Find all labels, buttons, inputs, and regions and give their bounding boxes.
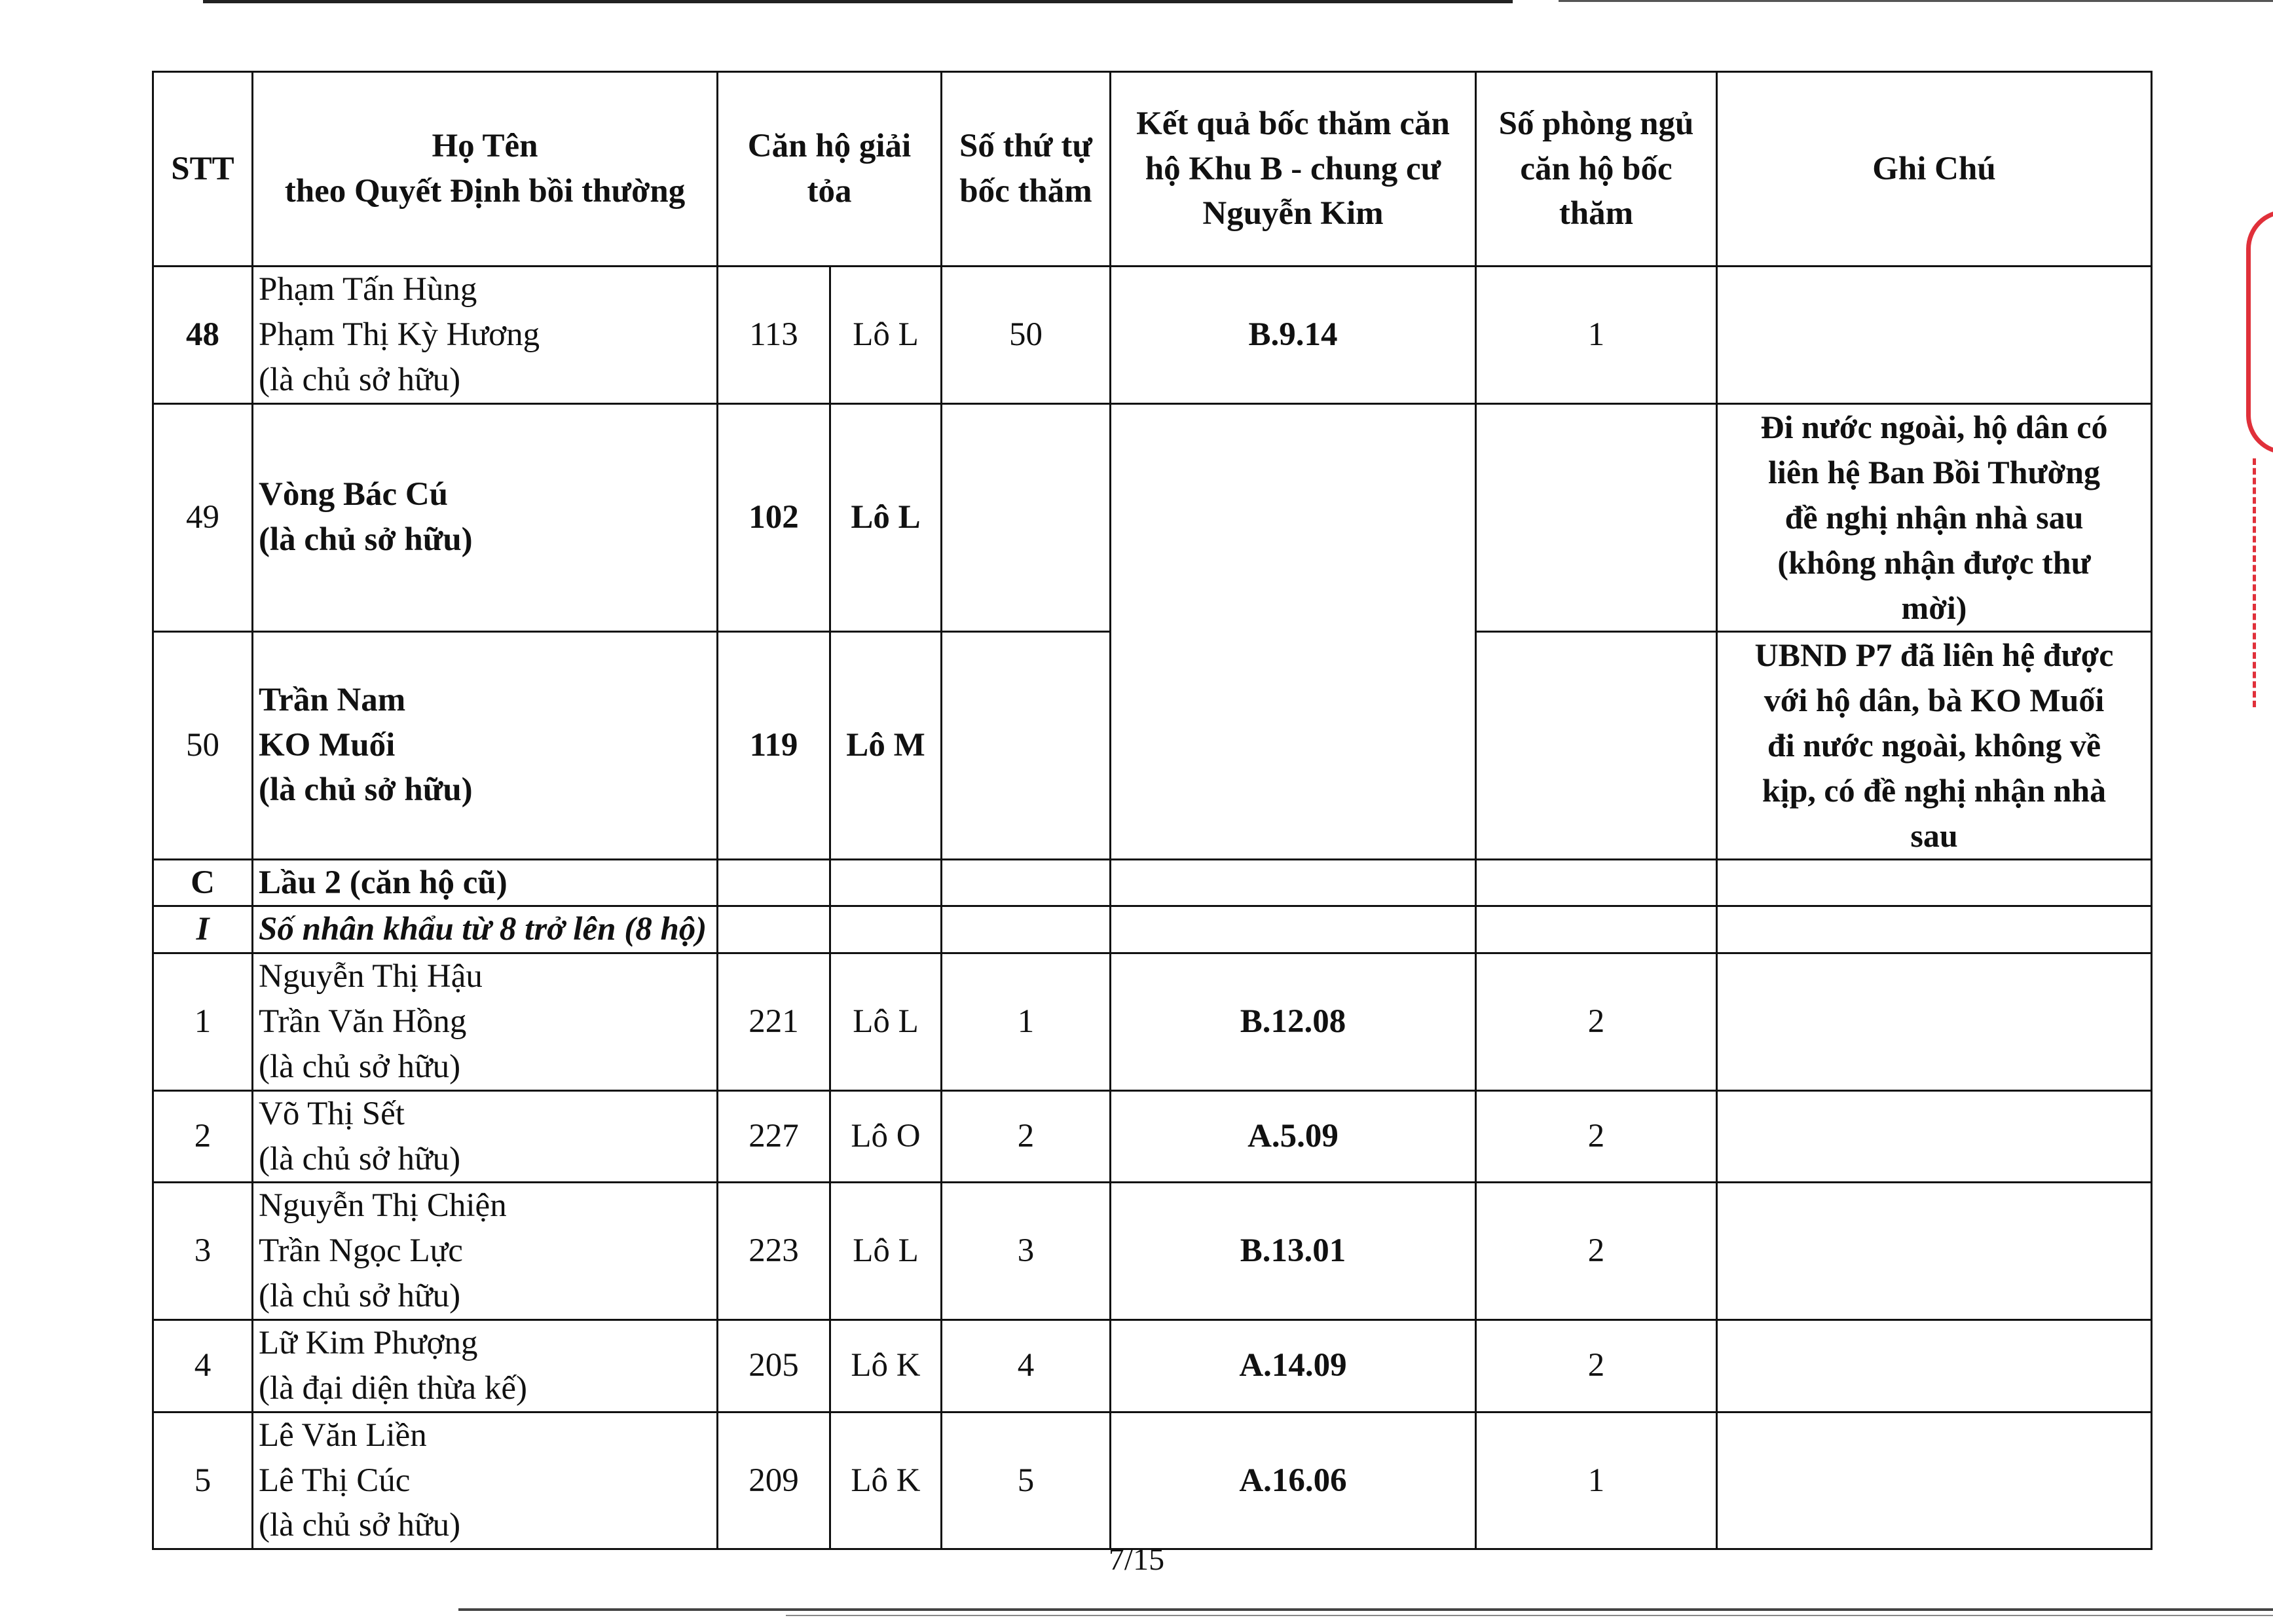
row-name: (là chủ sở hữu)	[259, 1140, 461, 1177]
row-lot: Lô K	[830, 1320, 942, 1412]
section-row	[153, 906, 2152, 953]
row-draw: 5	[942, 1412, 1111, 1549]
row-rooms: 2	[1476, 953, 1717, 1091]
header-result-line3: Nguyễn Kim	[1202, 195, 1384, 232]
header-rooms-line3: thăm	[1559, 195, 1634, 232]
row-draw: 50	[942, 267, 1111, 404]
table-row	[153, 1183, 2152, 1320]
red-seal-marks	[2253, 458, 2273, 707]
header-row	[153, 72, 2152, 267]
row-apt: 221	[718, 953, 830, 1091]
note-line: đi nước ngoài, không về	[1767, 726, 2101, 764]
note-line: với hộ dân, bà KO Muối	[1764, 681, 2105, 718]
header-draw-line1: Số thứ tự	[959, 128, 1092, 165]
row-name: (là chủ sở hữu)	[259, 521, 473, 559]
row-result: B.13.01	[1111, 1183, 1476, 1320]
row-name: (là chủ sở hữu)	[259, 361, 461, 398]
row-apt: 119	[718, 631, 830, 859]
red-seal-partial	[2246, 210, 2273, 454]
row-note	[1717, 1183, 2152, 1320]
row-lot: Lô L	[830, 267, 942, 404]
row-names	[253, 953, 718, 1091]
row-apt: 227	[718, 1090, 830, 1183]
row-name: (là chủ sở hữu)	[259, 1507, 461, 1544]
empty-cell	[718, 859, 830, 906]
row-apt: 223	[718, 1183, 830, 1320]
row-stt: 50	[153, 631, 253, 859]
table-row	[153, 953, 2152, 1091]
note-line: UBND P7 đã liên hệ được	[1754, 636, 2114, 673]
note-line: sau	[1910, 817, 1958, 854]
empty-cell	[1111, 906, 1476, 953]
scan-top-edge	[203, 0, 1513, 3]
row-names	[253, 1412, 718, 1549]
row-name: KO Muối	[259, 726, 396, 764]
empty-cell	[830, 906, 942, 953]
row-name: (là chủ sở hữu)	[259, 1278, 461, 1315]
row-result-merged	[1111, 403, 1476, 859]
scan-bottom-edge-2	[786, 1615, 2273, 1616]
row-draw: 2	[942, 1090, 1111, 1183]
row-note	[1717, 1412, 2152, 1549]
row-note	[1717, 953, 2152, 1091]
table-row	[153, 1412, 2152, 1549]
row-result: B.12.08	[1111, 953, 1476, 1091]
row-apt: 102	[718, 403, 830, 631]
row-draw	[942, 631, 1111, 859]
header-name-line1: Họ Tên	[432, 128, 538, 165]
row-name: Nguyễn Thị Chiện	[259, 1187, 507, 1225]
empty-cell	[1476, 906, 1717, 953]
row-apt: 205	[718, 1320, 830, 1412]
row-name: Lê Thị Cúc	[259, 1462, 411, 1499]
page-number: 7/15	[1108, 1542, 1165, 1577]
section-code: C	[153, 859, 253, 906]
lottery-results-table	[152, 71, 2153, 1550]
row-rooms: 2	[1476, 1183, 1717, 1320]
row-names	[253, 1090, 718, 1183]
header-result-line1: Kết quả bốc thăm căn	[1136, 105, 1450, 142]
row-name: Nguyễn Thị Hậu	[259, 958, 483, 995]
header-result	[1111, 72, 1476, 267]
header-name	[253, 72, 718, 267]
header-draw-line2: bốc thăm	[959, 173, 1092, 210]
row-rooms: 2	[1476, 1320, 1717, 1412]
row-names	[253, 1183, 718, 1320]
row-apt: 113	[718, 267, 830, 404]
row-result: B.9.14	[1111, 267, 1476, 404]
empty-cell	[1111, 859, 1476, 906]
header-rooms-line2: căn hộ bốc	[1520, 150, 1672, 187]
row-name: Vòng Bác Cú	[259, 476, 449, 513]
row-name: Lê Văn Liền	[259, 1416, 427, 1454]
note-line: liên hệ Ban Bồi Thường	[1768, 453, 2100, 490]
row-lot: Lô L	[830, 403, 942, 631]
section-title: Lầu 2 (căn hộ cũ)	[253, 859, 718, 906]
row-names	[253, 267, 718, 404]
row-lot: Lô L	[830, 953, 942, 1091]
header-rooms	[1476, 72, 1717, 267]
table-row	[153, 1090, 2152, 1183]
row-names	[253, 1320, 718, 1412]
row-result: A.14.09	[1111, 1320, 1476, 1412]
row-name: Trần Ngọc Lực	[259, 1232, 463, 1270]
row-note	[1717, 1320, 2152, 1412]
row-stt: 2	[153, 1090, 253, 1183]
row-draw	[942, 403, 1111, 631]
note-line: (không nhận được thư	[1777, 544, 2091, 581]
empty-cell	[1717, 859, 2152, 906]
table-row	[153, 1320, 2152, 1412]
scan-bottom-edge	[458, 1608, 2273, 1611]
row-apt: 209	[718, 1412, 830, 1549]
row-result: A.16.06	[1111, 1412, 1476, 1549]
row-rooms: 1	[1476, 1412, 1717, 1549]
section-row	[153, 859, 2152, 906]
section-title: Số nhân khẩu từ 8 trở lên (8 hộ)	[253, 906, 718, 953]
row-names	[253, 631, 718, 859]
row-name: Phạm Tấn Hùng	[259, 271, 477, 308]
header-note: Ghi Chú	[1717, 72, 2152, 267]
note-line: mời)	[1901, 589, 1967, 626]
header-result-line2: hộ Khu B - chung cư	[1145, 150, 1441, 187]
table-row	[153, 403, 2152, 631]
empty-cell	[1476, 859, 1717, 906]
row-result: A.5.09	[1111, 1090, 1476, 1183]
row-name: Trần Văn Hồng	[259, 1003, 467, 1041]
table-row	[153, 267, 2152, 404]
row-stt: 4	[153, 1320, 253, 1412]
row-rooms: 1	[1476, 267, 1717, 404]
note-line: đề nghị nhận nhà sau	[1784, 498, 2084, 536]
empty-cell	[942, 906, 1111, 953]
header-draw-order	[942, 72, 1111, 267]
empty-cell	[1717, 906, 2152, 953]
row-note	[1717, 631, 2152, 859]
row-note	[1717, 403, 2152, 631]
note-line: kịp, có đề nghị nhận nhà	[1762, 771, 2107, 809]
row-name: (là chủ sở hữu)	[259, 771, 473, 809]
row-name: (là đại diện thừa kế)	[259, 1369, 527, 1407]
row-name: Trần Nam	[259, 681, 406, 718]
note-line: Đi nước ngoài, hộ dân có	[1760, 408, 2108, 445]
row-name: Phạm Thị Kỳ Hương	[259, 316, 540, 353]
row-note	[1717, 267, 2152, 404]
row-note	[1717, 1090, 2152, 1183]
row-draw: 1	[942, 953, 1111, 1091]
row-name: Võ Thị Sết	[259, 1095, 405, 1132]
row-rooms: 2	[1476, 1090, 1717, 1183]
header-stt: STT	[153, 72, 253, 267]
row-stt: 1	[153, 953, 253, 1091]
row-names	[253, 403, 718, 631]
row-rooms	[1476, 403, 1717, 631]
empty-cell	[718, 906, 830, 953]
row-lot: Lô K	[830, 1412, 942, 1549]
scan-top-edge-right	[1559, 0, 2273, 2]
row-lot: Lô L	[830, 1183, 942, 1320]
empty-cell	[830, 859, 942, 906]
section-code: I	[153, 906, 253, 953]
row-stt: 49	[153, 403, 253, 631]
row-name: Lữ Kim Phượng	[259, 1324, 478, 1361]
row-stt: 5	[153, 1412, 253, 1549]
header-apt-line1: Căn hộ giải	[747, 128, 912, 165]
header-name-line2: theo Quyết Định bồi thường	[284, 173, 686, 210]
row-rooms	[1476, 631, 1717, 859]
header-apt-line2: tỏa	[807, 173, 852, 210]
row-stt: 48	[153, 267, 253, 404]
row-name: (là chủ sở hữu)	[259, 1048, 461, 1085]
row-stt: 3	[153, 1183, 253, 1320]
row-draw: 3	[942, 1183, 1111, 1320]
empty-cell	[942, 859, 1111, 906]
header-apartment	[718, 72, 942, 267]
row-lot: Lô M	[830, 631, 942, 859]
row-lot: Lô O	[830, 1090, 942, 1183]
row-draw: 4	[942, 1320, 1111, 1412]
header-rooms-line1: Số phòng ngủ	[1498, 105, 1694, 142]
